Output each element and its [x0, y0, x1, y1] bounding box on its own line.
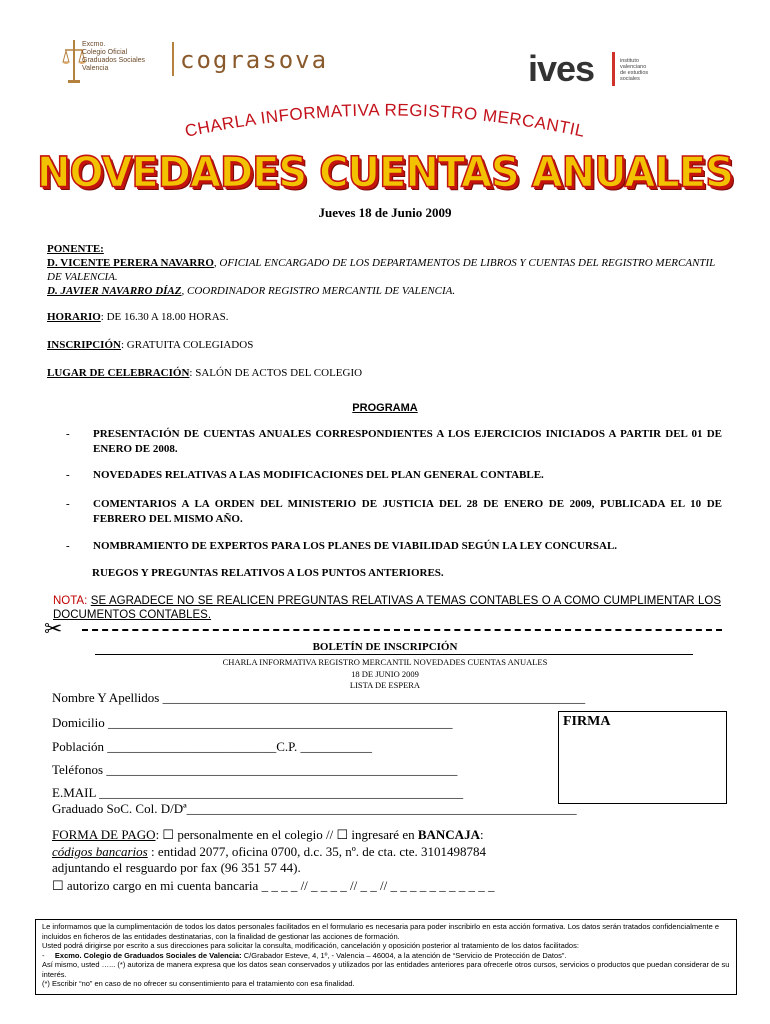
- event-date: Jueves 18 de Junio 2009: [318, 205, 452, 220]
- programa-item-text: PRESENTACIÓN DE CUENTAS ANUALES CORRESPONDIENTES A LOS EJERCICIOS INICIADOS A PARTIR DEL 01 DE ENERO DE 2008.: [93, 428, 722, 455]
- nombre-field[interactable]: Nombre Y Apellidos _________________________________________________________________: [52, 690, 586, 705]
- ponente-label: PONENTE:: [47, 243, 104, 255]
- adjuntando-line: adjuntando el resguardo por fax (96 351 57 44).: [52, 860, 301, 875]
- speaker2-name: D. JAVIER NAVARRO DÍAZ: [47, 285, 182, 297]
- programa-item-text: NOMBRAMIENTO DE EXPERTOS PARA LOS PLANES DE VIABILIDAD SEGÚN LA LEY CONCURSAL.: [93, 540, 618, 552]
- boletin-subtitle: CHARLA INFORMATIVA REGISTRO MERCANTIL NOVEDADES CUENTAS ANUALES: [222, 657, 548, 667]
- horario-label: HORARIO: [47, 311, 101, 323]
- ponente-section: [47, 242, 727, 298]
- inscripcion-value: : GRATUITA COLEGIADOS: [120, 339, 254, 351]
- cut-line: [82, 629, 722, 631]
- programa-item: [66, 497, 722, 527]
- forma-pago-label: FORMA DE PAGO: [52, 827, 156, 842]
- email-field[interactable]: E.MAIL ________________________________________________________: [52, 785, 464, 800]
- codigos-label: códigos bancarios: [52, 844, 148, 859]
- programa-item: [66, 539, 722, 554]
- programa-item: [66, 468, 722, 483]
- legal-p3: [42, 951, 730, 961]
- forma-pago-line: [52, 826, 484, 843]
- horario-value: : DE 16.30 A 18.00 HORAS.: [100, 311, 229, 323]
- legal-p5: (*) Escribir “no” en caso de no ofrecer su consentimiento para el tratamiento con esa finalidad.: [42, 979, 355, 988]
- item-dash: -: [66, 469, 70, 481]
- forma-pago-options[interactable]: : ☐ personalmente en el colegio // ☐ ingresaré en: [155, 827, 418, 842]
- logo-divider: [172, 42, 174, 76]
- nota: [53, 594, 721, 622]
- legal-p4: Así mismo, usted …... (*) autoriza de manera expresa que los datos sean conservados y utilizados por las entidades anteriores para ofrecerle otros cursos, servicios o productos que puedan considerar de su interés.: [42, 960, 730, 979]
- legal-p2: Usted podrá dirigirse por escrito a sus direcciones para solicitar la consulta, modificación, cancelación y oposición posterior al tratamiento de los datos facilitados:: [42, 941, 579, 950]
- domicilio-field[interactable]: Domicilio _____________________________________________________: [52, 715, 453, 730]
- horario-line: [47, 311, 727, 323]
- graduado-field[interactable]: Graduado SoC. Col. D/Dª____________________________________________________________: [52, 801, 577, 816]
- legal-notice: [35, 919, 737, 995]
- legal-dash: -: [42, 950, 45, 960]
- programa-item: [66, 427, 722, 457]
- programa-item-text: NOVEDADES RELATIVAS A LAS MODIFICACIONES DEL PLAN GENERAL CONTABLE.: [93, 469, 544, 481]
- inscripcion-label: INSCRIPCIÓN: [47, 339, 121, 351]
- autorizo-line[interactable]: ☐ autorizo cargo en mi cuenta bancaria _ _ _ _ // _ _ _ _ // _ _ // _ _ _ _ _ _ _ _ _ _ _: [52, 878, 495, 893]
- scissors-icon: ✂: [44, 616, 63, 641]
- cograsova-logo: cograsova: [180, 46, 329, 74]
- svg-text:CHARLA INFORMATIVA REGISTRO ME: [183, 100, 587, 140]
- boletin-top-rule: [95, 654, 693, 655]
- colegio-logo-text: Excmo. Colegio Oficial Graduados Sociales Valencia: [82, 41, 146, 72]
- programa-title: PROGRAMA: [352, 402, 418, 414]
- telefonos-field[interactable]: Teléfonos ______________________________________________________: [52, 762, 458, 777]
- lugar-value: : SALÓN DE ACTOS DEL COLEGIO: [189, 367, 363, 379]
- speaker2-role: , COORDINADOR REGISTRO MERCANTIL DE VALENCIA.: [181, 285, 456, 297]
- inscripcion-line: [47, 339, 727, 351]
- legal-address: C/Grabador Esteve, 4, 1º, - Valencia – 46004, a la atención de “Servicio de Protección de Datos”.: [241, 950, 567, 960]
- boletin-date: 18 DE JUNIO 2009: [351, 669, 419, 679]
- nota-label: NOTA:: [53, 595, 88, 607]
- main-title: NOVEDADES CUENTAS ANUALES: [37, 148, 733, 198]
- poblacion-field[interactable]: Población __________________________C.P. ___________: [52, 739, 372, 754]
- ives-logo-subtitle: instituto valenciano de estudios sociales: [620, 58, 649, 82]
- item-dash: -: [66, 540, 70, 552]
- bank-name: BANCAJA: [417, 827, 480, 842]
- legal-p1: Le informamos que la cumplimentación de todos los datos personales facilitados en el formulario es necesaria para poder inscribirlo en esta acción formativa. Los datos serán tratados confidencialmente e incluidos en ficheros de las entidades destinatarias, con la finalidad de gestionar las acciones de formación.: [42, 922, 720, 941]
- ruegos-line: RUEGOS Y PREGUNTAS RELATIVOS A LOS PUNTOS ANTERIORES.: [92, 567, 444, 579]
- boletin-title: BOLETÍN DE INSCRIPCIÓN: [312, 641, 458, 653]
- colon: :: [479, 827, 484, 842]
- legal-colegio: Excmo. Colegio de Graduados Sociales de Valencia:: [54, 950, 242, 960]
- lugar-label: LUGAR DE CELEBRACIÓN: [47, 367, 190, 379]
- ives-logo-bar: [612, 52, 615, 86]
- lugar-line: [47, 367, 727, 379]
- nota-text: SE AGRADECE NO SE REALICEN PREGUNTAS RELATIVAS A TEMAS CONTABLES O A COMO CUMPLIMENTAR LOS DOCUMENTOS CONTABLES.: [53, 595, 721, 621]
- ives-logo: ives: [528, 48, 595, 89]
- arc-title: [150, 98, 620, 148]
- item-dash: -: [66, 428, 70, 440]
- speaker1-role: , OFICIAL ENCARGADO DE LOS DEPARTAMENTOS DE LIBROS Y CUENTAS DEL REGISTRO MERCANTIL DE VALENCIA.: [47, 257, 716, 283]
- codigos-line: [52, 843, 486, 860]
- codigos-value: : entidad 2077, oficina 0700, d.c. 35, nº. de cta. cte. 3101498784: [147, 844, 487, 859]
- firma-label: FIRMA: [563, 714, 611, 729]
- arc-title-text: CHARLA INFORMATIVA REGISTRO MERCANTIL: [183, 100, 587, 141]
- speaker1-name: D. VICENTE PERERA NAVARRO: [47, 257, 214, 269]
- programa-item-text: COMENTARIOS A LA ORDEN DEL MINISTERIO DE JUSTICIA DEL 28 DE ENERO DE 2009, PUBLICADA EL 10 DE FEBRERO DEL MISMO AÑO.: [93, 498, 722, 525]
- item-dash: -: [66, 498, 70, 510]
- boletin-lista: LISTA DE ESPERA: [349, 680, 421, 690]
